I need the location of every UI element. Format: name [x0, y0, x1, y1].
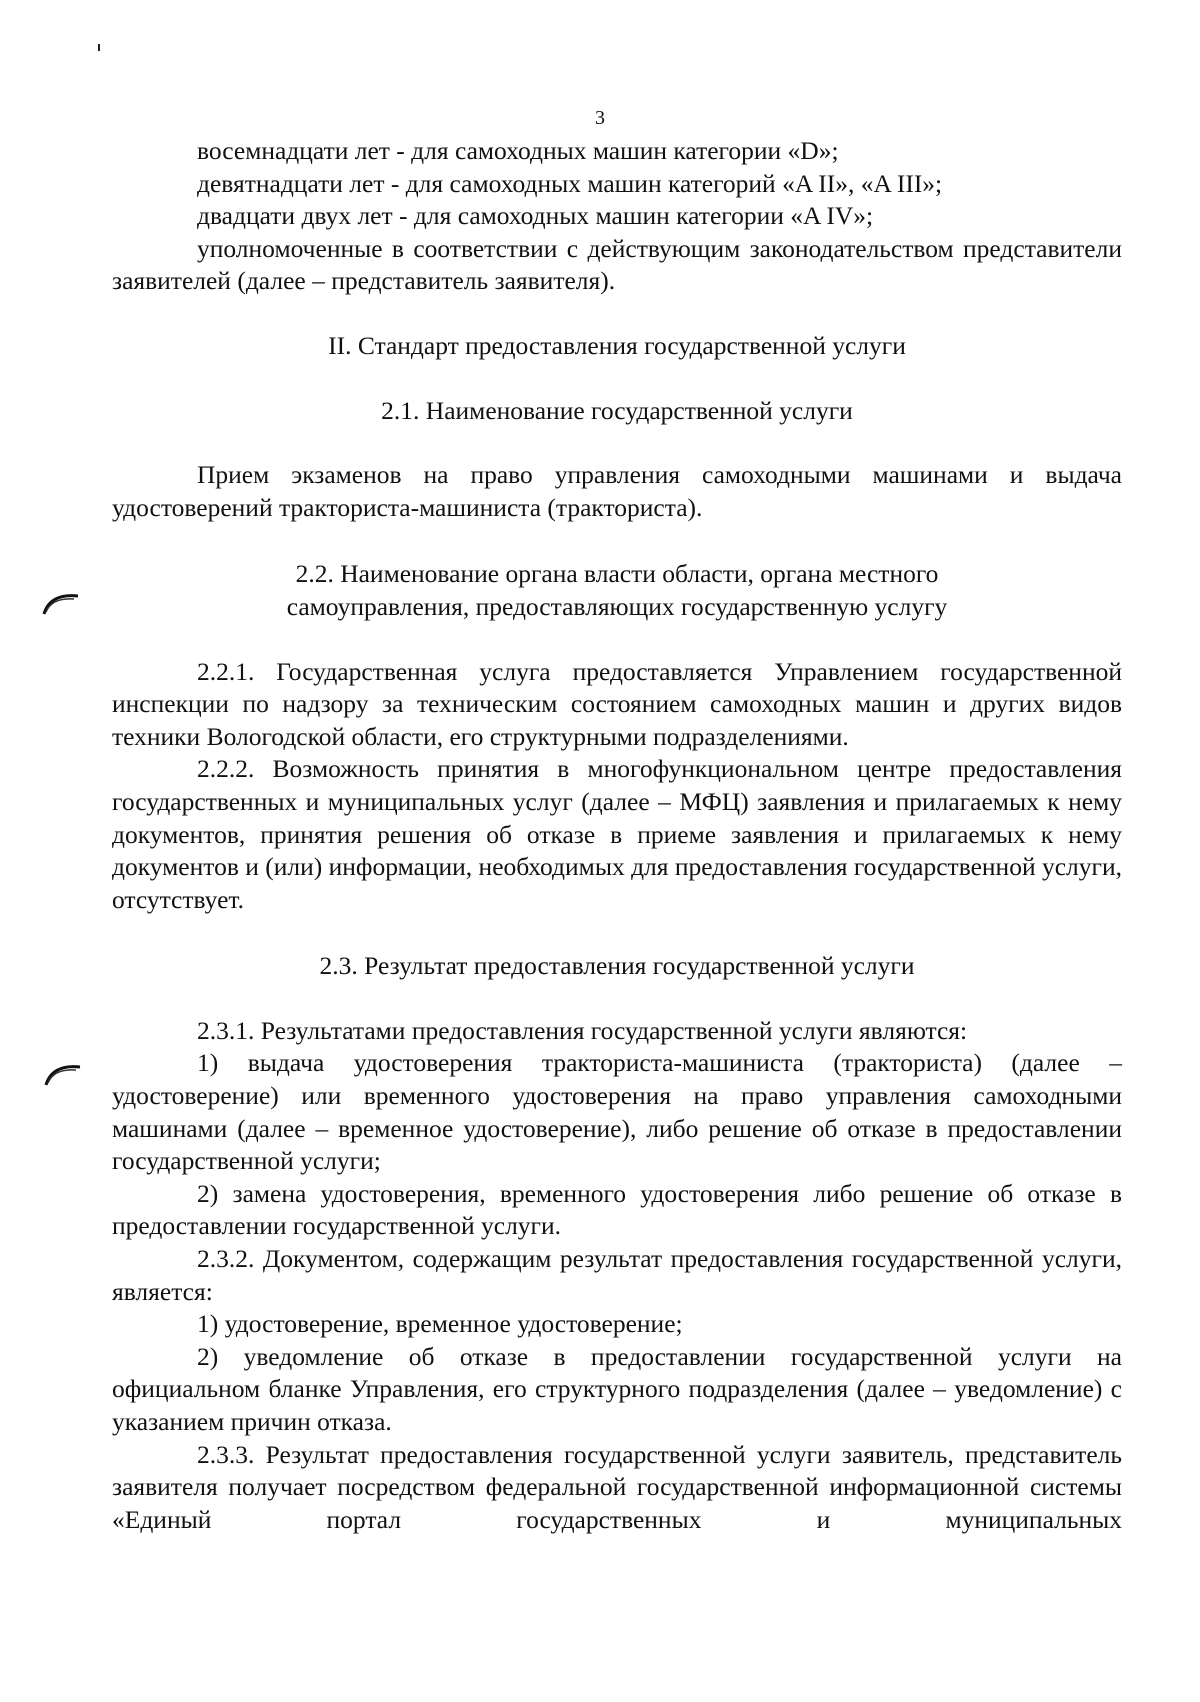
paragraph-2-3-3: 2.3.3. Результат предоставления государственной услуги заявитель, представитель заявителя получает посредством федеральной государственной информационной системы «Единый портал государственных и муниципальных — [112, 1439, 1122, 1534]
paragraph-2-2-1: 2.2.1. Государственная услуга предоставляется Управлением государственной инспекции по надзору за техническим состоянием самоходных машин и других видов техники Вологодской области, его структурными подразделениями. — [112, 656, 1122, 751]
paragraph-2-3-1-item-2: 2) замена удостоверения, временного удостоверения либо решение об отказе в предоставлении государственной услуги. — [112, 1178, 1122, 1241]
section-2-3-heading: 2.3. Результат предоставления государственной услуги — [319, 951, 915, 981]
hole-punch-mark-icon — [42, 1061, 84, 1089]
section-2-1-text: Прием экзаменов на право управления самоходными машинами и выдача удостоверений тракториста-машиниста (тракториста). — [112, 460, 1122, 522]
intro-line-category-d: восемнадцати лет - для самоходных машин категории «D»; — [197, 136, 839, 165]
scan-artifact-mark — [98, 44, 100, 51]
section-2-2-heading-line-2: самоуправления, предоставляющих государственную услугу — [286, 591, 948, 621]
section-2-1-heading: 2.1. Наименование государственной услуги — [381, 395, 853, 425]
paragraph-2-3-2-item-2: 2) уведомление об отказе в предоставлении государственной услуги на официальном бланке Управления, его структурного подразделения (далее – уведомление) с указанием причин отказа. — [112, 1341, 1122, 1436]
intro-representatives-paragraph: уполномоченные в соответствии с действующим законодательством представители заявителей (далее – представитель заявителя). — [112, 233, 1122, 296]
paragraph-2-2-2: 2.2.2. Возможность принятия в многофункциональном центре предоставления государственных и муниципальных услуг (далее – МФЦ) заявления и прилагаемых к нему документов, принятия решения об отказе в приеме заявления и прилагаемых к нему документов и (или) информации, необходимых для предоставления государственной услуги, отсутствует. — [112, 754, 1122, 914]
paragraph-2-3-2-item-1: 1) удостоверение, временное удостоверение; — [197, 1309, 683, 1339]
hole-punch-mark-icon — [40, 590, 82, 618]
page-number: 3 — [595, 107, 605, 129]
paragraph-2-3-2: 2.3.2. Документом, содержащим результат предоставления государственной услуги, является: — [112, 1244, 1122, 1306]
section-2-2-heading-line-1: 2.2. Наименование органа власти области, органа местного — [295, 559, 939, 589]
paragraph-2-3-1: 2.3.1. Результатами предоставления государственной услуги являются: — [197, 1015, 968, 1045]
document-body — [112, 135, 1122, 1536]
intro-line-category-a4: двадцати двух лет - для самоходных машин категории «A IV»; — [197, 201, 874, 231]
section-2-heading: II. Стандарт предоставления государственной услуги — [328, 330, 906, 360]
paragraph-2-3-1-item-1: 1) выдача удостоверения тракториста-машиниста (тракториста) (далее – удостоверение) или временного удостоверения на право управления самоходными машинами (далее – временное удостоверение), либо решение об отказе в предоставлении государственной услуги; — [112, 1048, 1122, 1176]
intro-line-category-a2-a3: девятнадцати лет - для самоходных машин категорий «A II», «A III»; — [197, 168, 943, 198]
